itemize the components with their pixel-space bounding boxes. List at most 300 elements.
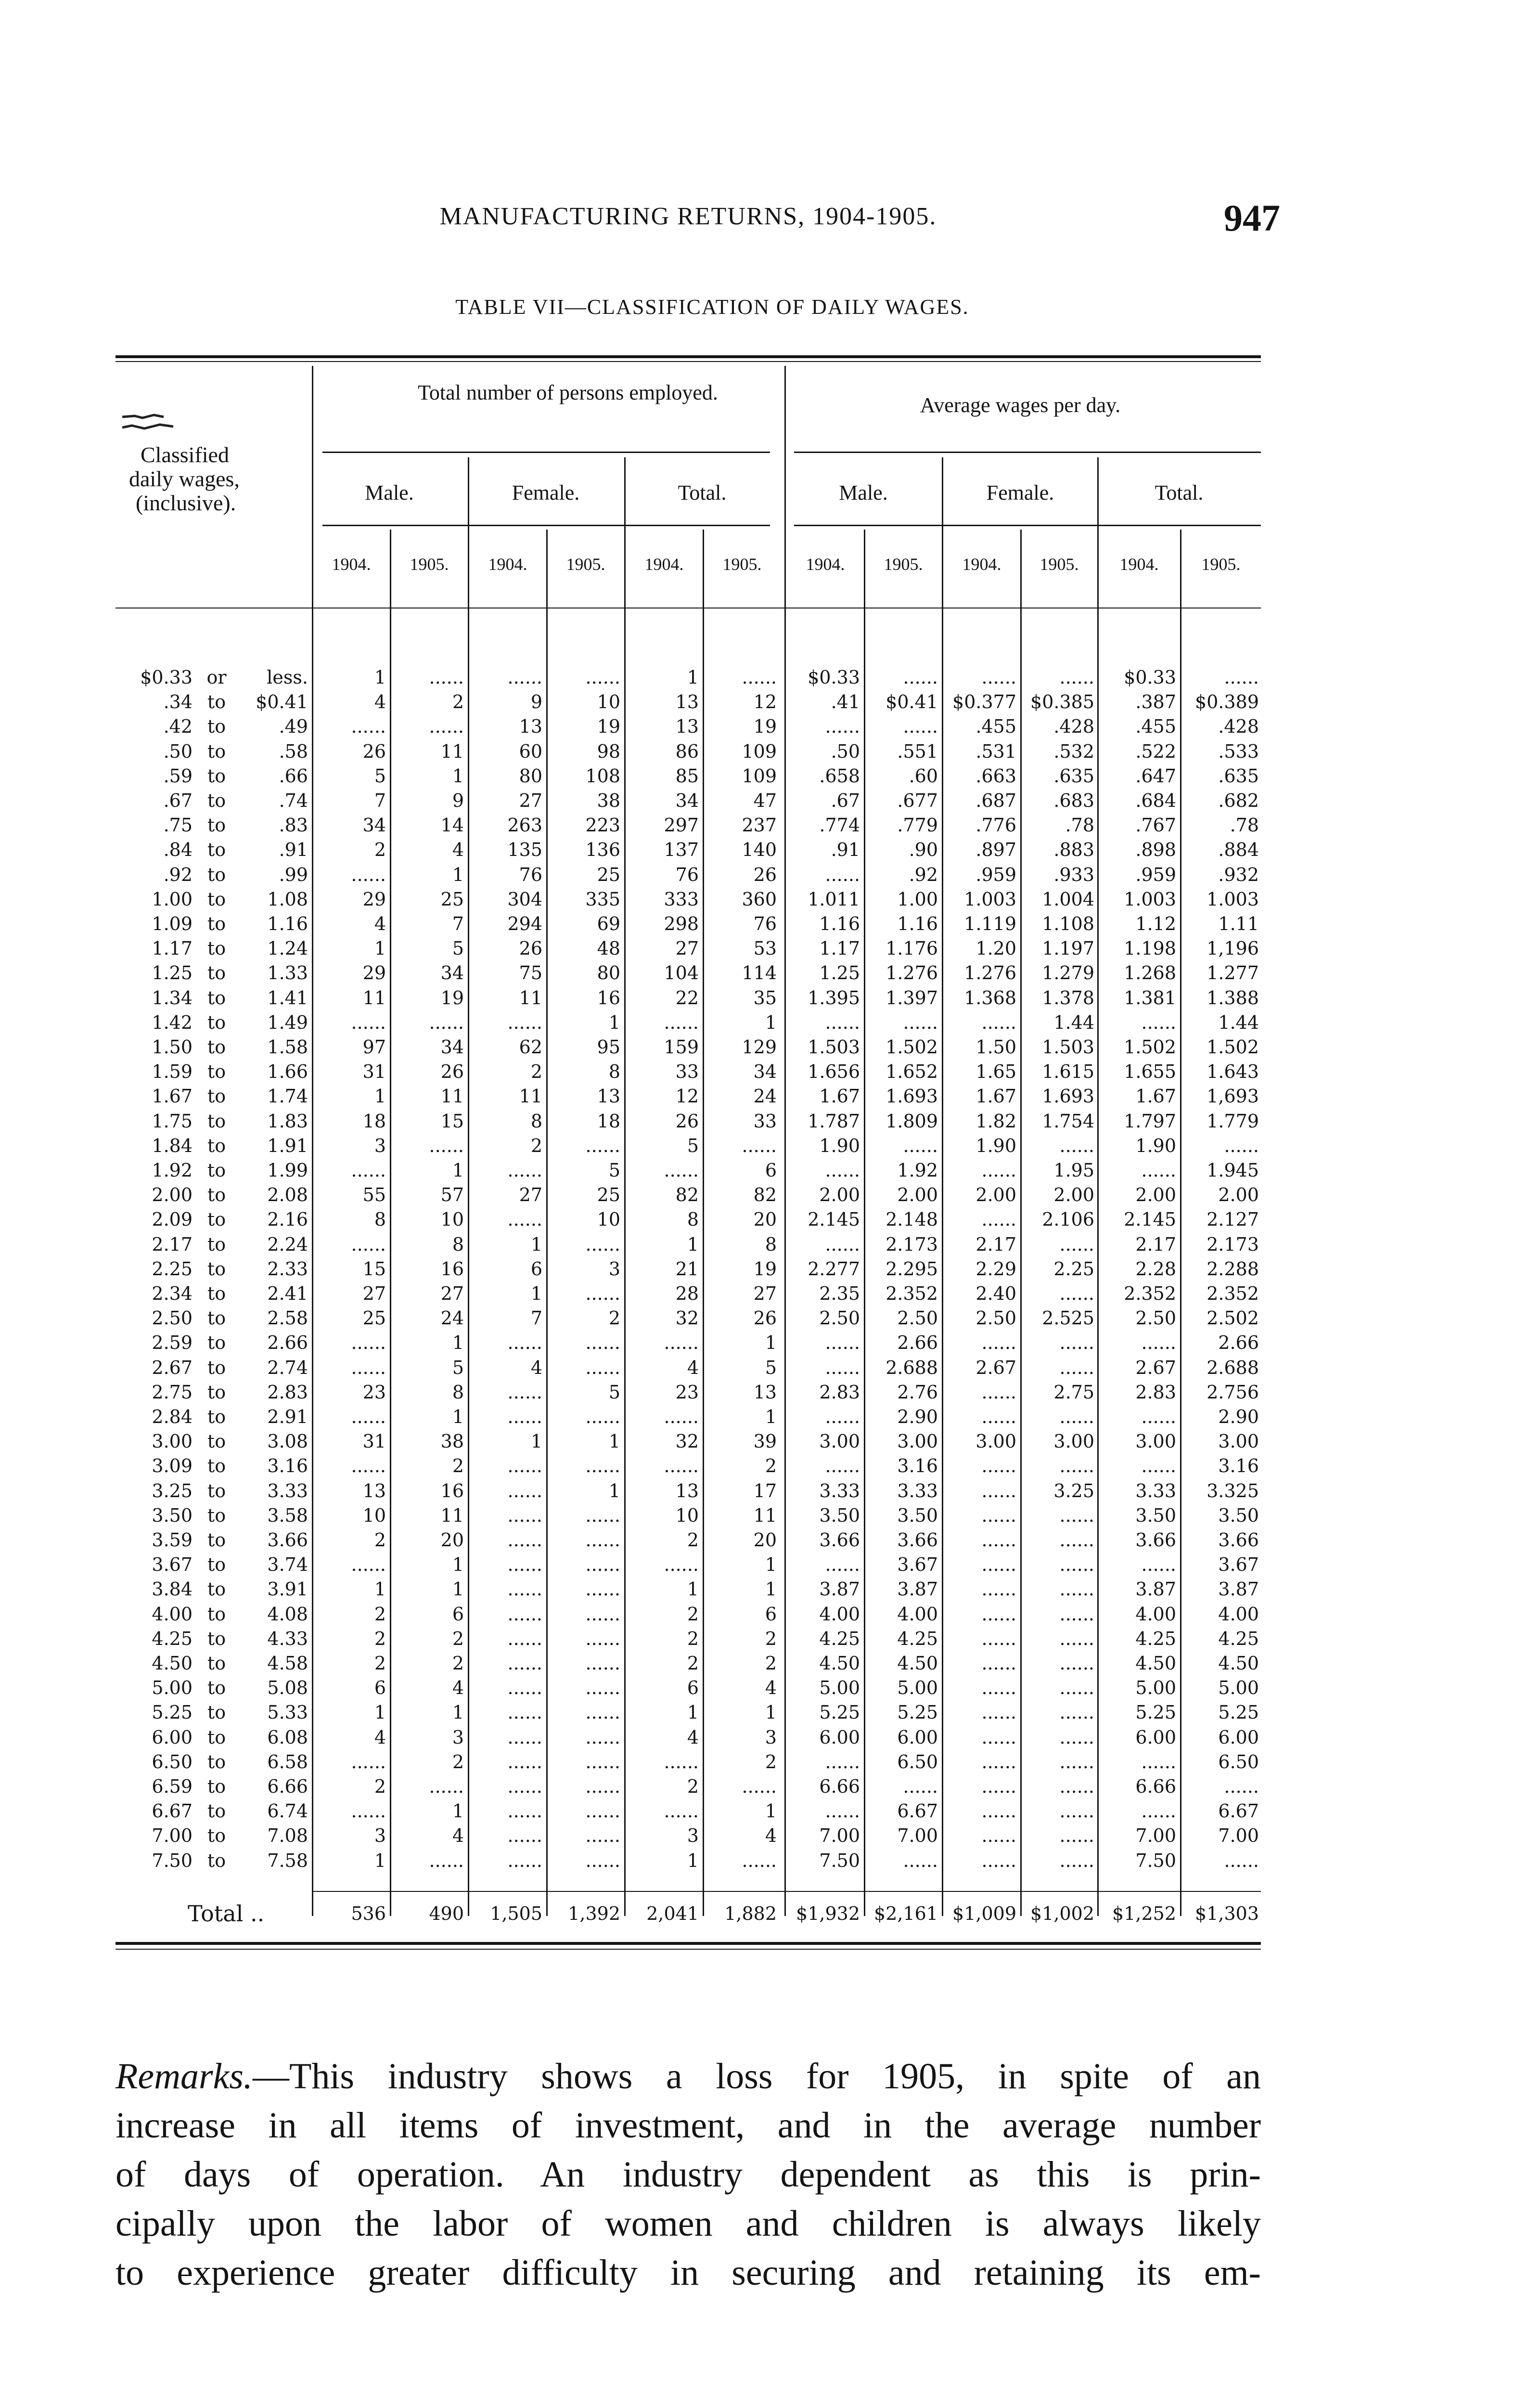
table-cell: 2.75 — [1053, 1381, 1094, 1403]
table-cell: 10 — [675, 1504, 699, 1526]
table-cell: 33 — [753, 1110, 777, 1132]
table-cell: 1 — [530, 1283, 542, 1304]
table-cell: 13 — [519, 716, 542, 738]
table-row — [116, 1676, 1261, 1700]
table-cell: ...... — [664, 1332, 699, 1354]
table-cell: 6 — [374, 1677, 386, 1699]
table-cell: 3.00 — [975, 1431, 1016, 1452]
table-cell: ...... — [585, 1702, 620, 1723]
table-row — [116, 764, 1261, 789]
table-cell: 5.25 — [1218, 1702, 1259, 1723]
table-cell: 1 — [687, 1702, 699, 1723]
table-cell: 114 — [742, 962, 777, 984]
table-cell: 333 — [664, 888, 699, 910]
table-cell: 16 — [440, 1480, 464, 1501]
table-row — [116, 1060, 1261, 1084]
table-row — [116, 1109, 1261, 1134]
table-cell: ...... — [981, 1406, 1016, 1427]
table-cell: 5.00 — [819, 1677, 860, 1699]
table-cell: ...... — [351, 1751, 386, 1773]
table-cell: .551 — [897, 740, 938, 762]
table-cell: ...... — [351, 1554, 386, 1576]
wage-range-low: 1.67 — [152, 1086, 192, 1107]
table-cell: 31 — [362, 1431, 386, 1452]
table-cell: ...... — [1059, 1233, 1094, 1255]
table-row — [116, 1824, 1261, 1848]
table-cell: 3.50 — [897, 1504, 938, 1526]
table-cell: ...... — [1141, 1800, 1176, 1822]
table-cell: 1.011 — [808, 888, 860, 910]
table-cell: 6 — [687, 1677, 699, 1699]
table-cell: 294 — [507, 913, 542, 934]
table-cell: 4 — [765, 1825, 777, 1847]
table-cell: ...... — [664, 1011, 699, 1033]
table-cell: .932 — [1218, 864, 1259, 885]
table-cell: 2 — [687, 1653, 699, 1674]
wage-range-connector: to — [207, 691, 226, 713]
wage-range-high: 1.24 — [267, 938, 308, 959]
wage-range-high: 1.74 — [267, 1086, 308, 1107]
wage-range-high: 2.08 — [267, 1184, 308, 1206]
wage-range-connector: to — [207, 962, 226, 984]
table-cell: .91 — [831, 839, 860, 861]
table-cell: ...... — [1059, 1529, 1094, 1551]
table-cell: 2.352 — [886, 1283, 938, 1304]
table-cell: 1.809 — [886, 1110, 938, 1132]
wage-range-low: 2.75 — [152, 1381, 192, 1403]
table-cell: $0.33 — [808, 667, 860, 688]
wage-range-low: 3.50 — [152, 1504, 192, 1526]
table-cell: 1 — [452, 1160, 464, 1181]
table-cell: 1.502 — [1206, 1036, 1259, 1058]
table-cell: .687 — [975, 790, 1016, 811]
wage-range-connector: to — [207, 790, 226, 811]
table-cell: ...... — [1059, 1504, 1094, 1526]
wage-range-high: 1.83 — [267, 1110, 308, 1132]
table-cell: ...... — [1224, 1850, 1259, 1871]
table-row — [116, 1553, 1261, 1577]
header-female-persons: Female. — [512, 481, 580, 505]
table-cell: 98 — [597, 740, 620, 762]
table-cell: 25 — [362, 1307, 386, 1329]
stub-heading-line: daily wages, — [129, 466, 240, 491]
table-cell: 1.615 — [1042, 1061, 1094, 1083]
table-title: TABLE VII—CLASSIFICATION OF DAILY WAGES. — [455, 295, 969, 319]
table-cell: 7.50 — [1135, 1850, 1176, 1871]
table-cell: ...... — [981, 1677, 1016, 1699]
table-cell: 1.381 — [1124, 987, 1176, 1009]
table-cell: 7 — [374, 790, 386, 811]
table-cell: .884 — [1218, 839, 1259, 861]
table-cell: 3.50 — [1218, 1504, 1259, 1526]
table-cell: 3.87 — [1135, 1579, 1176, 1600]
table-cell: .647 — [1135, 765, 1176, 787]
wage-range-connector: to — [207, 1209, 226, 1230]
table-cell: 4.50 — [1135, 1653, 1176, 1674]
table-row — [116, 739, 1261, 764]
table-row — [116, 1257, 1261, 1281]
table-cell: .684 — [1135, 790, 1176, 811]
table-cell: 69 — [597, 913, 620, 934]
table-row — [116, 789, 1261, 813]
table-cell: $0.389 — [1195, 691, 1259, 713]
wage-range-connector: to — [207, 1504, 226, 1526]
table-cell: 2.25 — [1053, 1258, 1094, 1280]
table-cell: 9 — [530, 691, 542, 713]
table-cell: 76 — [753, 913, 777, 934]
table-cell: 1.67 — [819, 1086, 860, 1107]
wage-range-low: 6.50 — [152, 1751, 192, 1773]
table-cell: 1 — [765, 1702, 777, 1723]
table-cell: 4.00 — [897, 1603, 938, 1625]
table-cell: 1.90 — [819, 1135, 860, 1156]
table-cell: 11 — [753, 1504, 777, 1526]
wage-range-high: 3.33 — [267, 1480, 308, 1501]
wage-range-low: 1.92 — [152, 1160, 192, 1181]
table-cell: 1.395 — [808, 987, 860, 1009]
table-cell: 3 — [452, 1726, 464, 1748]
wage-range-high: .91 — [279, 839, 308, 861]
table-cell: 5 — [687, 1135, 699, 1156]
wage-range-low: 5.00 — [152, 1677, 192, 1699]
table-cell: 1 — [452, 1332, 464, 1354]
table-cell: ...... — [585, 1135, 620, 1156]
table-cell: 18 — [597, 1110, 620, 1132]
table-cell: 62 — [519, 1036, 542, 1058]
table-cell: 48 — [597, 938, 620, 959]
table-cell: 1.90 — [1135, 1135, 1176, 1156]
table-cell: 2.50 — [897, 1307, 938, 1329]
table-cell: 1.108 — [1042, 913, 1094, 934]
table-cell: 1.003 — [1124, 888, 1176, 910]
wage-range-connector: to — [207, 1061, 226, 1083]
total-top-rule — [312, 1891, 1261, 1892]
wage-range-high: 1.41 — [267, 987, 308, 1009]
table-cell: 2.90 — [1218, 1406, 1259, 1427]
table-cell: 47 — [753, 790, 777, 811]
header-year: 1905. — [884, 555, 923, 574]
wage-range-connector: to — [207, 1603, 226, 1625]
total-cell: $1,009 — [952, 1903, 1016, 1924]
table-cell: ...... — [507, 1751, 542, 1773]
table-cell: 1.50 — [975, 1036, 1016, 1058]
table-cell: ...... — [981, 667, 1016, 688]
wage-range-low: 1.17 — [152, 938, 192, 959]
table-cell: 3 — [608, 1258, 620, 1280]
table-cell: 19 — [753, 716, 777, 738]
table-cell: ...... — [507, 1160, 542, 1181]
wage-range-low: $0.33 — [140, 667, 192, 688]
table-cell: .50 — [831, 740, 860, 762]
wage-range-connector: to — [207, 765, 226, 787]
table-cell: ...... — [664, 1751, 699, 1773]
table-row — [116, 1331, 1261, 1355]
table-cell: 2 — [530, 1135, 542, 1156]
table-cell: 57 — [440, 1184, 464, 1206]
table-cell: 2 — [374, 1603, 386, 1625]
table-cell: 6.66 — [1135, 1776, 1176, 1797]
table-cell: 1.503 — [808, 1036, 860, 1058]
wage-range-low: .92 — [163, 864, 192, 885]
table-cell: 2.17 — [1135, 1233, 1176, 1255]
table-cell: 1 — [765, 1554, 777, 1576]
remarks-line: cipally upon the labor of women and children is always likely — [116, 2203, 1261, 2244]
table-cell: ...... — [1059, 1702, 1094, 1723]
table-cell: ...... — [981, 1628, 1016, 1649]
table-cell: 4.50 — [819, 1653, 860, 1674]
table-cell: ...... — [664, 1406, 699, 1427]
table-cell: .635 — [1218, 765, 1259, 787]
table-cell: 1 — [374, 938, 386, 959]
table-cell: ...... — [507, 1554, 542, 1576]
wage-range-connector: to — [207, 1554, 226, 1576]
table-cell: 2.17 — [975, 1233, 1016, 1255]
table-cell: ...... — [825, 716, 860, 738]
table-cell: 1 — [687, 1579, 699, 1600]
table-cell: ...... — [664, 1800, 699, 1822]
table-cell: 97 — [362, 1036, 386, 1058]
table-cell: 3.33 — [897, 1480, 938, 1501]
wage-range-low: 2.09 — [152, 1209, 192, 1230]
wage-range-connector: to — [207, 1529, 226, 1551]
table-cell: 3.87 — [897, 1579, 938, 1600]
table-row — [116, 1356, 1261, 1380]
table-cell: 29 — [362, 888, 386, 910]
table-cell: ...... — [1059, 1332, 1094, 1354]
table-cell: ...... — [981, 1726, 1016, 1748]
table-row — [116, 1306, 1261, 1331]
table-cell: 86 — [675, 740, 699, 762]
wage-range-connector: to — [207, 1233, 226, 1255]
table-cell: 237 — [742, 815, 777, 836]
table-row — [116, 1405, 1261, 1429]
table-cell: 2.127 — [1206, 1209, 1259, 1230]
table-cell: 4 — [452, 839, 464, 861]
table-row — [116, 714, 1261, 739]
table-cell: ...... — [585, 1800, 620, 1822]
table-cell: 3.325 — [1206, 1480, 1259, 1501]
table-cell: 15 — [440, 1110, 464, 1132]
table-cell: 3.50 — [1135, 1504, 1176, 1526]
table-cell: 11 — [519, 987, 542, 1009]
wage-range-high: 7.08 — [267, 1825, 308, 1847]
table-cell: 8 — [452, 1381, 464, 1403]
table-cell: 2 — [374, 1628, 386, 1649]
table-cell: 80 — [597, 962, 620, 984]
table-cell: 2.277 — [808, 1258, 860, 1280]
table-cell: 1 — [608, 1480, 620, 1501]
table-cell: .428 — [1053, 716, 1094, 738]
wage-range-connector: to — [207, 1332, 226, 1354]
wage-range-connector: to — [207, 1086, 226, 1107]
table-cell: ...... — [585, 1283, 620, 1304]
table-row — [116, 1799, 1261, 1824]
table-cell: ...... — [1141, 1554, 1176, 1576]
table-cell: 2 — [452, 1455, 464, 1477]
table-cell: ...... — [825, 1800, 860, 1822]
table-cell: 3.00 — [1053, 1431, 1094, 1452]
table-cell: ...... — [507, 1825, 542, 1847]
table-cell: 2.29 — [975, 1258, 1016, 1280]
total-cell: $2,161 — [874, 1903, 938, 1924]
table-cell: 4.00 — [1135, 1603, 1176, 1625]
wage-range-connector: to — [207, 815, 226, 836]
table-cell: .959 — [975, 864, 1016, 885]
table-top-rule — [116, 355, 1261, 358]
table-cell: ...... — [1059, 1776, 1094, 1797]
table-cell: ...... — [981, 1504, 1016, 1526]
table-cell: 137 — [664, 839, 699, 861]
table-cell: 17 — [753, 1480, 777, 1501]
table-cell: 129 — [742, 1036, 777, 1058]
wage-range-low: 1.84 — [152, 1135, 192, 1156]
table-cell: 18 — [362, 1110, 386, 1132]
table-cell: 3 — [374, 1135, 386, 1156]
table-cell: ...... — [981, 1332, 1016, 1354]
table-cell: 263 — [507, 815, 542, 836]
wage-range-low: 3.59 — [152, 1529, 192, 1551]
table-cell: ...... — [351, 1455, 386, 1477]
table-cell: ...... — [1059, 1800, 1094, 1822]
table-cell: 1 — [452, 1800, 464, 1822]
table-cell: 35 — [753, 987, 777, 1009]
table-cell: 2.288 — [1206, 1258, 1259, 1280]
wage-range-low: .34 — [163, 691, 192, 713]
table-cell: ...... — [825, 1554, 860, 1576]
table-cell: ...... — [1141, 1455, 1176, 1477]
table-cell: 1.276 — [964, 962, 1016, 984]
remarks-text: —This industry shows a loss for 1905, in spite of an — [252, 2056, 1261, 2096]
wage-range-high: 7.58 — [267, 1850, 308, 1871]
wage-range-high: 2.58 — [267, 1307, 308, 1329]
wage-range-high: 1.08 — [267, 888, 308, 910]
remarks-line: to experience greater difficulty in securing and retaining its em- — [116, 2252, 1261, 2293]
wage-range-low: 2.59 — [152, 1332, 192, 1354]
table-cell: 1.92 — [897, 1160, 938, 1181]
wage-range-high: 4.58 — [267, 1653, 308, 1674]
table-cell: .67 — [831, 790, 860, 811]
wage-range-low: 2.84 — [152, 1406, 192, 1427]
table-cell: ...... — [507, 1800, 542, 1822]
table-cell: 2 — [374, 1776, 386, 1797]
table-cell: ...... — [351, 1011, 386, 1033]
wage-range-high: 2.66 — [267, 1332, 308, 1354]
wage-range-high: .66 — [279, 765, 308, 787]
total-cell: $1,252 — [1112, 1903, 1176, 1924]
table-cell: ...... — [507, 1677, 542, 1699]
table-cell: ...... — [507, 1455, 542, 1477]
table-cell: ...... — [981, 1825, 1016, 1847]
table-cell: ...... — [585, 1357, 620, 1378]
wage-range-connector: or — [206, 667, 227, 688]
table-cell: 80 — [519, 765, 542, 787]
table-cell: 5 — [374, 765, 386, 787]
table-cell: 4.25 — [1218, 1628, 1259, 1649]
table-cell: 1 — [374, 1850, 386, 1871]
table-row — [116, 863, 1261, 887]
table-cell: 360 — [742, 888, 777, 910]
table-cell: ...... — [825, 1751, 860, 1773]
wage-range-high: 1.16 — [267, 913, 308, 934]
table-cell: ...... — [1059, 1283, 1094, 1304]
table-cell: 2.83 — [1135, 1381, 1176, 1403]
table-cell: 5 — [452, 938, 464, 959]
table-cell: 1 — [687, 1850, 699, 1871]
table-cell: ...... — [585, 1603, 620, 1625]
table-cell: 6.67 — [1218, 1800, 1259, 1822]
table-row — [116, 1849, 1261, 1873]
table-cell: ...... — [1224, 667, 1259, 688]
table-cell: 1.503 — [1042, 1036, 1094, 1058]
table-cell: 25 — [597, 864, 620, 885]
table-cell: 26 — [753, 1307, 777, 1329]
table-cell: ...... — [664, 1554, 699, 1576]
page-number: 947 — [1224, 197, 1280, 239]
stub-heading-line: Classified — [141, 442, 229, 467]
table-cell: ...... — [742, 1776, 777, 1797]
table-cell: ...... — [825, 1233, 860, 1255]
table-cell: 1.276 — [886, 962, 938, 984]
table-cell: ...... — [351, 1357, 386, 1378]
table-cell: 1.90 — [975, 1135, 1016, 1156]
table-cell: 1.945 — [1206, 1160, 1259, 1181]
table-cell: 1 — [452, 1702, 464, 1723]
table-cell: 10 — [440, 1209, 464, 1230]
table-cell: 1.16 — [897, 913, 938, 934]
table-cell: ...... — [981, 1480, 1016, 1501]
table-cell: ...... — [903, 1135, 938, 1156]
table-cell: 55 — [362, 1184, 386, 1206]
table-cell: 24 — [440, 1307, 464, 1329]
table-cell: ...... — [1141, 1406, 1176, 1427]
wage-range-connector: to — [207, 1406, 226, 1427]
wage-range-high: .74 — [279, 790, 308, 811]
table-cell: ...... — [351, 864, 386, 885]
header-persons-employed: Total number of persons employed. — [418, 381, 718, 404]
table-cell: 2 — [374, 1653, 386, 1674]
table-cell: 2.502 — [1206, 1307, 1259, 1329]
total-cell: 1,392 — [568, 1903, 620, 1924]
wage-range-high: 2.41 — [267, 1283, 308, 1304]
total-cell: $1,932 — [796, 1903, 860, 1924]
header-male-wages: Male. — [839, 481, 888, 505]
table-cell: ...... — [1059, 1357, 1094, 1378]
table-cell: 13 — [362, 1480, 386, 1501]
header-year: 1905. — [1040, 555, 1079, 574]
table-cell: 26 — [675, 1110, 699, 1132]
table-cell: 6 — [452, 1603, 464, 1625]
table-cell: ...... — [1059, 1677, 1094, 1699]
table-cell: ...... — [351, 1332, 386, 1354]
header-year: 1904. — [332, 555, 371, 574]
table-row — [116, 690, 1261, 714]
table-cell: 223 — [585, 815, 620, 836]
table-cell: 3.66 — [1218, 1529, 1259, 1551]
table-cell: $0.377 — [952, 691, 1016, 713]
table-cell: 4 — [765, 1677, 777, 1699]
table-cell: 1.502 — [1124, 1036, 1176, 1058]
table-cell: ...... — [825, 1160, 860, 1181]
wage-range-connector: to — [207, 1184, 226, 1206]
table-cell: ...... — [1059, 1579, 1094, 1600]
table-cell: .78 — [1065, 815, 1094, 836]
table-cell: ...... — [981, 1653, 1016, 1674]
table-cell: ...... — [981, 1702, 1016, 1723]
table-cell: .897 — [975, 839, 1016, 861]
wage-range-high: 1.58 — [267, 1036, 308, 1058]
table-cell: 1 — [765, 1800, 777, 1822]
table-cell: 2.145 — [1124, 1209, 1176, 1230]
